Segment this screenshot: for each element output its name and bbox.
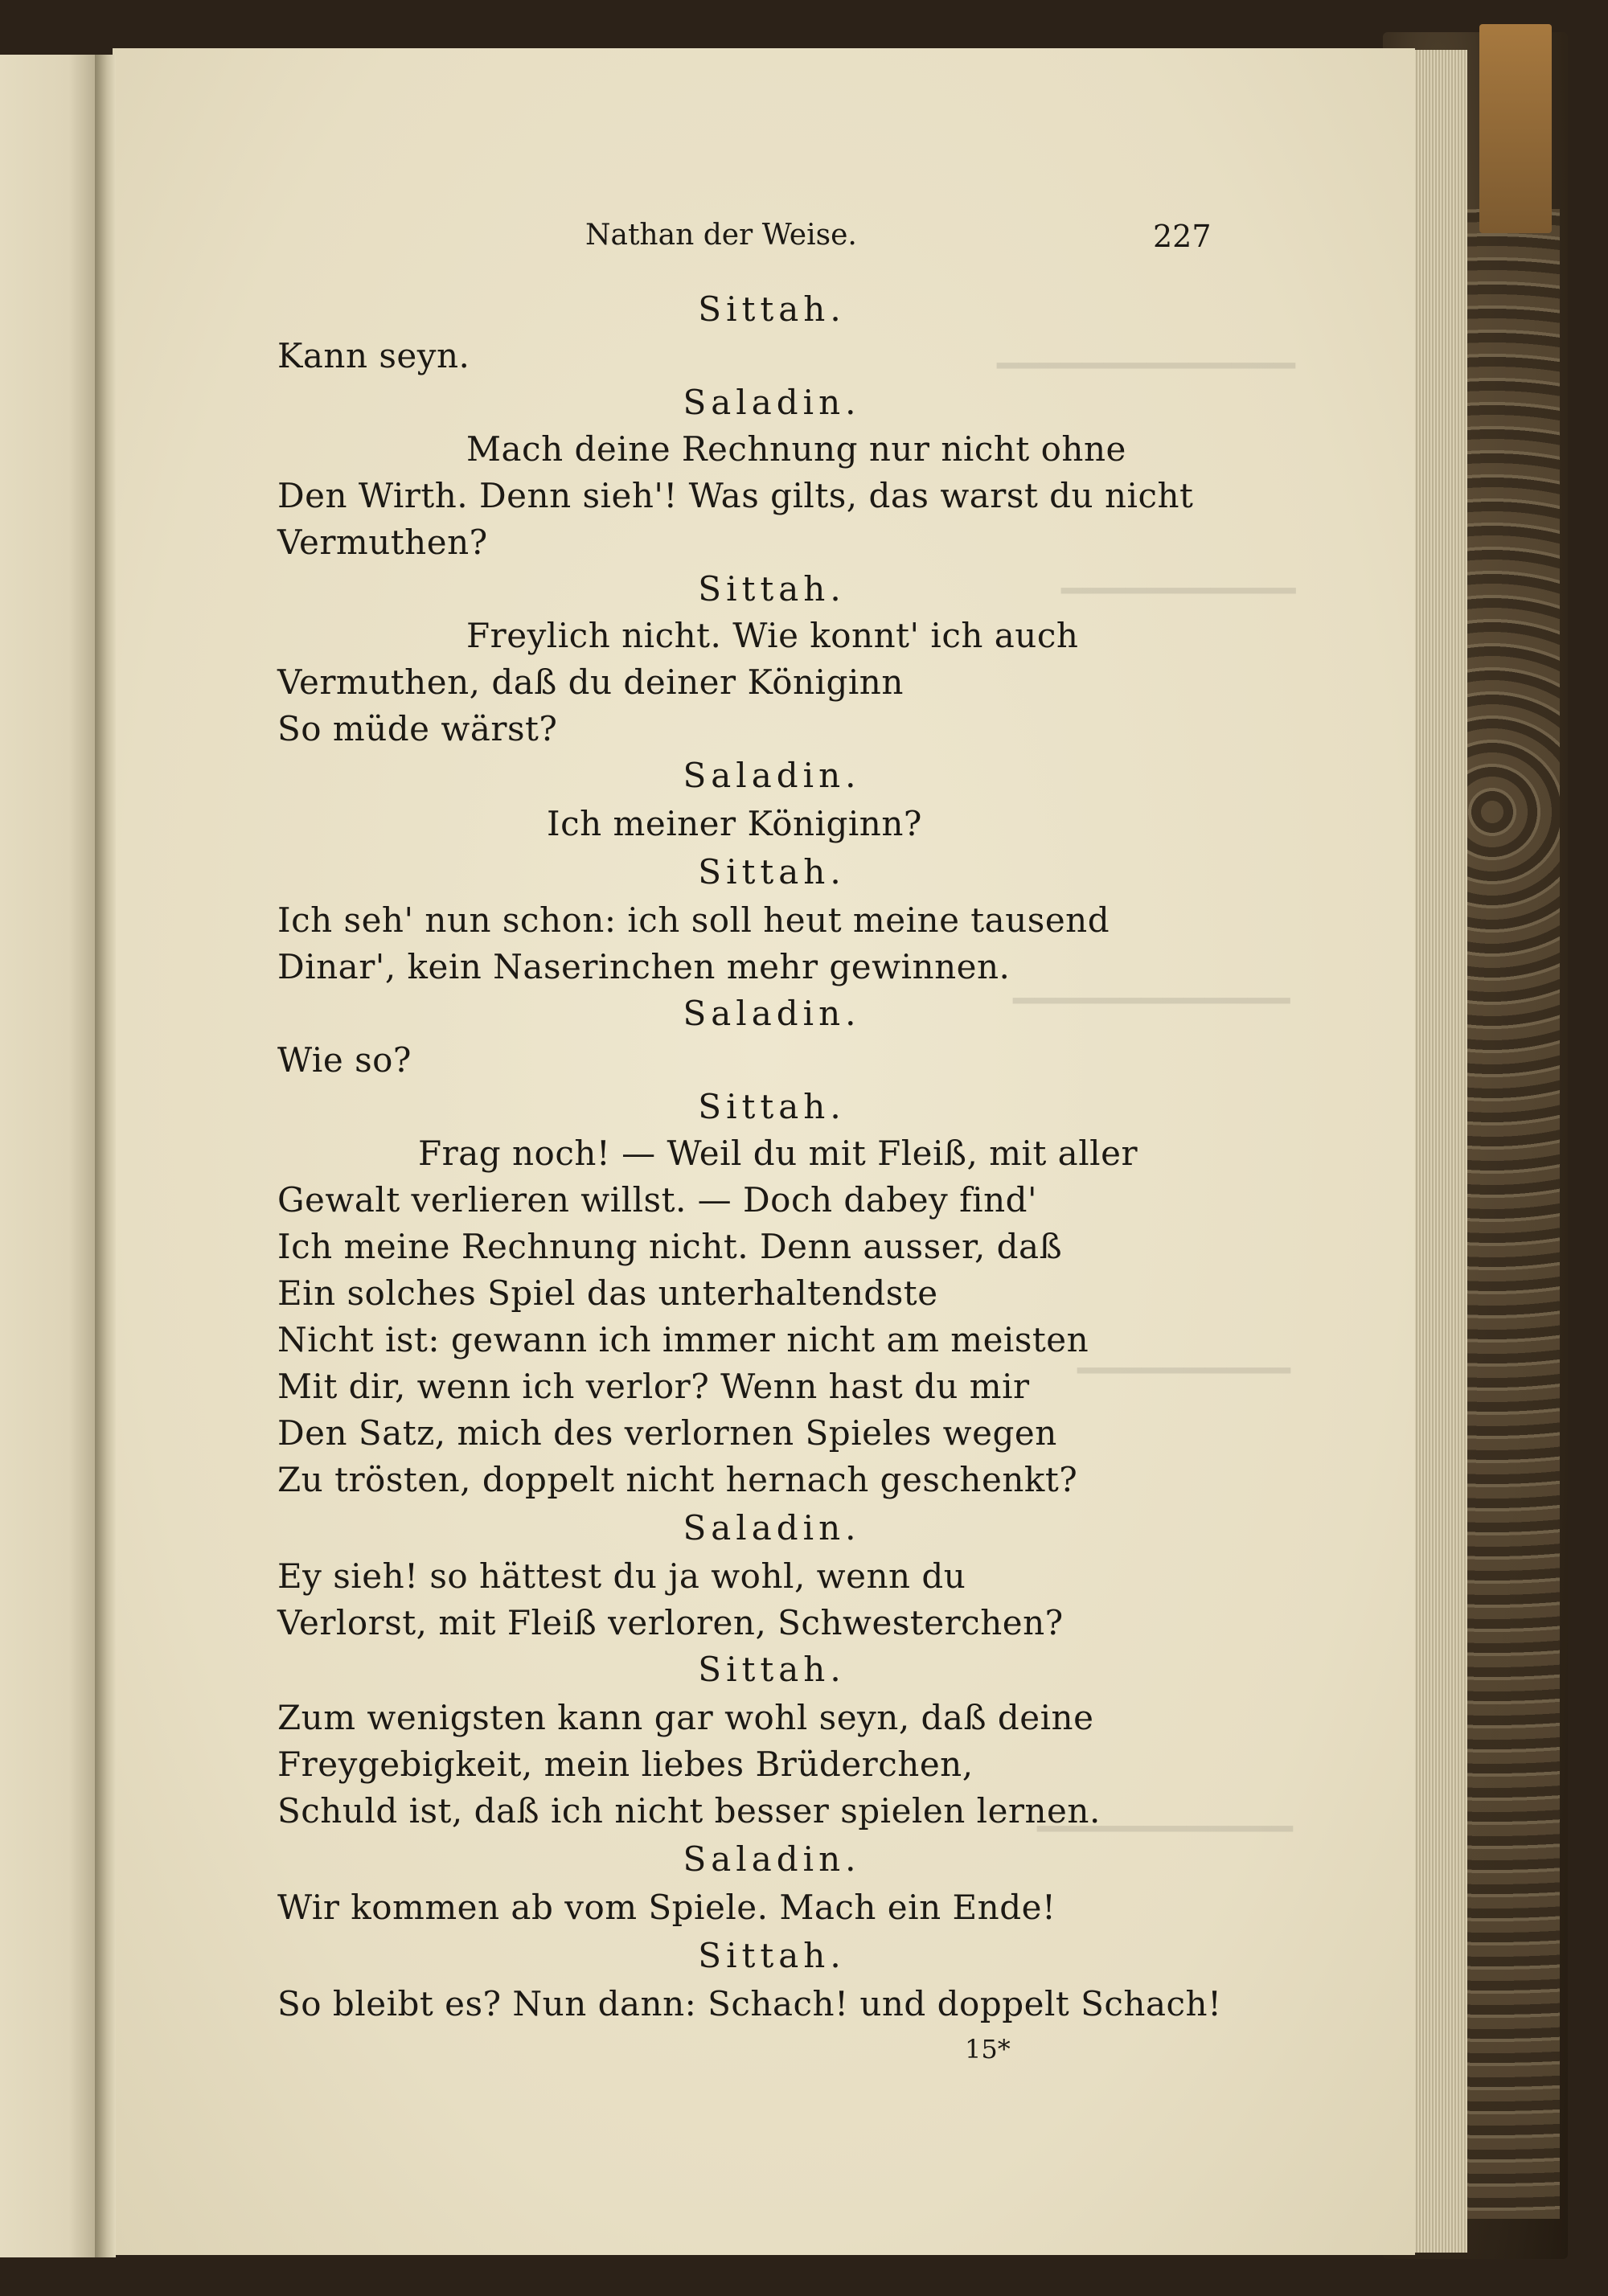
speaker-name: Saladin. <box>683 383 861 422</box>
speaker-name: Saladin. <box>683 756 861 795</box>
speaker-name: Saladin. <box>683 994 861 1033</box>
speaker-name: Saladin. <box>683 1508 861 1548</box>
verse-line: Kann seyn. <box>277 336 470 375</box>
page-edges <box>1411 50 1467 2253</box>
verse-line: Ein solches Spiel das unterhaltendste <box>277 1273 938 1313</box>
verse-line: Ey sieh! so hättest du ja wohl, wenn du <box>277 1556 966 1596</box>
verse-line: So bleibt es? Nun dann: Schach! und doppelt Schach! <box>277 1984 1222 2023</box>
leather-corner <box>1479 24 1552 233</box>
verse-line: Ich meiner Königinn? <box>547 804 922 843</box>
verse-line: Vermuthen, daß du deiner Königinn <box>277 662 904 702</box>
verse-line: Gewalt verlieren willst. — Doch dabey find' <box>277 1180 1038 1220</box>
signature-mark: 15* <box>965 2034 1011 2064</box>
speaker-name: Sittah. <box>698 852 846 892</box>
verse-line: Freygebigkeit, mein liebes Brüderchen, <box>277 1745 974 1784</box>
speaker-name: Saladin. <box>683 1839 861 1879</box>
verse-line: Nicht ist: gewann ich immer nicht am meisten <box>277 1320 1089 1359</box>
verse-line: Frag noch! — Weil du mit Fleiß, mit aller <box>418 1134 1138 1173</box>
verse-line: Mit dir, wenn ich verlor? Wenn hast du mir <box>277 1367 1030 1406</box>
verse-line: Schuld ist, daß ich nicht besser spielen lernen. <box>277 1791 1101 1831</box>
gutter-shadow <box>95 55 116 2257</box>
page-number: 227 <box>1153 219 1212 254</box>
verse-line: Den Wirth. Denn sieh'! Was gilts, das warst du nicht <box>277 476 1194 515</box>
verse-line: Wir kommen ab vom Spiele. Mach ein Ende! <box>277 1888 1056 1927</box>
book-page: ━━━━━━━━━━━━━━ ━━━━━━━━━━━ ━━━━━━━━━━━━━ ━━━━━━━━━━ ━━━━━━━━━━━━ <box>113 48 1415 2255</box>
verse-line: Ich meine Rechnung nicht. Denn ausser, daß <box>277 1227 1063 1266</box>
speaker-name: Sittah. <box>698 1087 846 1126</box>
verse-line: Freylich nicht. Wie konnt' ich auch <box>466 616 1079 655</box>
speaker-name: Sittah. <box>698 1650 846 1689</box>
verse-line: Ich seh' nun schon: ich soll heut meine tausend <box>277 900 1110 940</box>
left-page-edge <box>0 55 98 2257</box>
verse-line: Zu trösten, doppelt nicht hernach geschenkt? <box>277 1460 1078 1499</box>
verse-line: Wie so? <box>277 1040 412 1080</box>
verse-line: Mach deine Rechnung nur nicht ohne <box>466 429 1126 469</box>
speaker-name: Sittah. <box>698 569 846 609</box>
running-header-title: Nathan der Weise. <box>585 219 857 252</box>
verse-line: So müde wärst? <box>277 709 558 748</box>
verse-line: Vermuthen? <box>277 523 488 562</box>
speaker-name: Sittah. <box>698 1936 846 1975</box>
verse-line: Zum wenigsten kann gar wohl seyn, daß deine <box>277 1698 1094 1737</box>
verse-line: Den Satz, mich des verlornen Spieles wegen <box>277 1413 1057 1453</box>
verse-line: Dinar', kein Naserinchen mehr gewinnen. <box>277 947 1011 986</box>
speaker-name: Sittah. <box>698 289 846 329</box>
verse-line: Verlorst, mit Fleiß verloren, Schwesterchen? <box>277 1603 1064 1642</box>
